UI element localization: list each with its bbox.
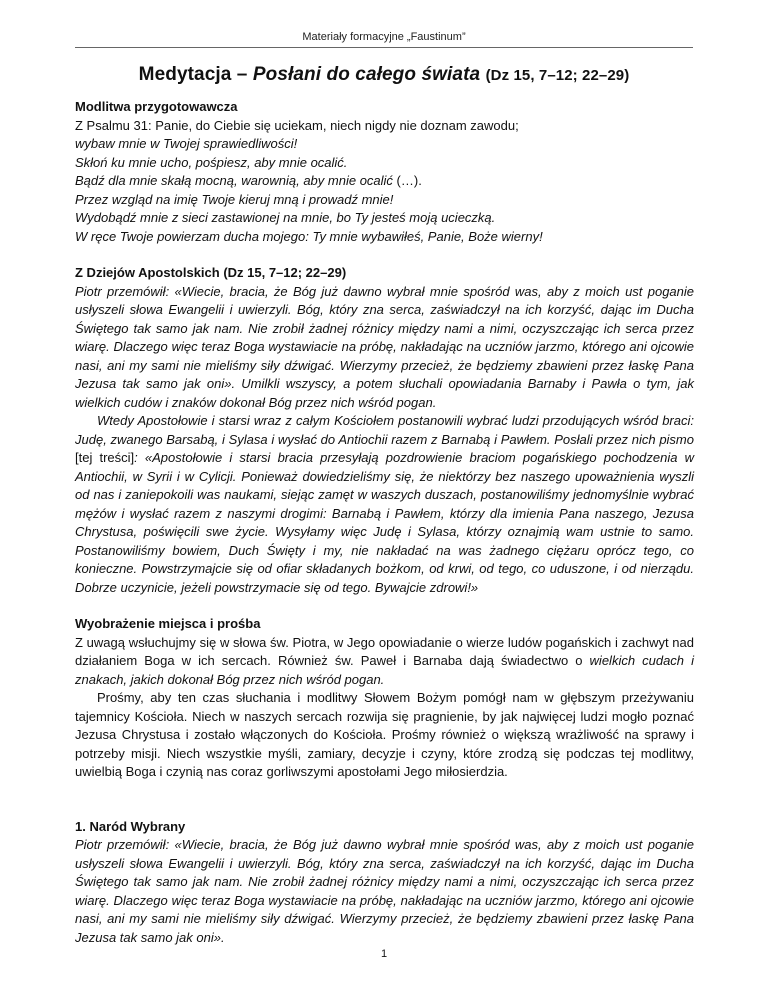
header-rule [75,47,693,48]
prayer-line: Przez wzgląd na imię Twoje kieruj mną i prowadź mnie! [75,191,394,207]
acts-section [75,264,694,597]
acts-heading: Z Dziejów Apostolskich (Dz 15, 7–12; 22–29) [75,265,347,280]
title-italic: Posłani do całego świata [252,64,481,85]
prayer-line: wybaw mnie w Twojej sprawiedliwości! [75,136,298,151]
imagination-section [75,615,694,782]
prayer-line: W ręce Twoje powierzam ducha mojego: Ty mnie wybawiłeś, Panie, Boże wierny! [75,228,543,244]
spacer [75,246,694,264]
running-header: Materiały formacyjne „Faustinum” [302,31,466,43]
imagination-paragraph: Prośmy, aby ten czas słuchania i modlitwy Słowem Bożym pomógł nam w głębszym przeżywaniu tajemnicy Kościoła. Niech w naszych sercach rozwija się pragnienie, by jak najwięcej ludzi mogło poznać Jezusa Chrystusa i zostało włączonych do Kościoła. Prośmy również o większą wrażliwość na sprawy i potrzeby misji. Niech wszystkie myśli, zamiary, decyzje i czyny, które zrodzą się podczas tej modlitwy, uwielbią Boga i czynią nas coraz gorliwszymi apostołami Jego miłosierdzia. [75,690,694,779]
section-1-paragraph: Piotr przemówił: «Wiecie, bracia, że Bóg już dawno wybrał mnie spośród was, aby z moich ust poganie usłyszeli słowa Ewangelii i uwierzyli. Bóg, który zna serca, zaświadczył na ich korzyść, dając im Ducha Świętego tak samo jak nam. Nie zrobił żadnej różnicy między nami a nimi, oczyszczając ich serca przez wiarę. Dlaczego więc teraz Boga wystawiacie na próbę, nakładając na uczniów jarzmo, którego ani ojcowie nasi, ani my sami nie mieliśmy siły dźwigać. Wierzymy przecież, że będziemy zbawieni przez łaskę Pana Jezusa tak samo jak oni». [75,837,694,945]
acts-text: Wtedy Apostołowie i starsi wraz z całym Kościołem postanowili wybrać ludzi przodujących wśród braci: Judę, zwanego Barsabą, i Sylasa i wysłać do Antiochii razem z Barnabą i Pawłem. Posłali przez nich pismo [75,413,694,447]
prayer-ellipsis: (…). [392,173,422,188]
title-reference: (Dz 15, 7–12; 22–29) [485,67,630,84]
prayer-intro: Z Psalmu 31: Panie, do Ciebie się uciekam, niech nigdy nie doznam zawodu; [75,117,519,133]
spacer [75,597,694,615]
spacer [75,782,694,818]
acts-bracket-note: [tej treści] [75,450,135,465]
title-prefix: Medytacja – [138,64,253,85]
prayer-line: Wydobądź mnie z sieci zastawionej na mnie, bo Ty jesteś moją ucieczką. [75,210,496,225]
main-content [75,98,694,947]
prayer-line [75,172,694,191]
page-number: 1 [380,948,388,960]
acts-text: : «Apostołowie i starsi bracia przesyłają pozdrowienie braciom pogańskiego pochodzenia w Antiochii, w Syrii i w Cylicji. Ponieważ dowiedzieliśmy się, że niektórzy bez naszego upoważnienia wyszli od nas i zaniepokoili was naukami, siejąc zamęt w waszych duszach, postanowiliśmy jednomyślnie wybrać mężów i wysłać razem z naszymi drogimi: Barnabą i Pawłem, którzy dla imienia Pana naszego, Jezusa Chrystusa, poświęcili swe życie. Wysyłamy więc Judę i Sylasa, którzy oznajmią wam ustnie to samo. Postanowiliśmy bowiem, Duch Święty i my, nie nakładać na was żadnego ciężaru oprócz tego, co konieczne. Powstrzymajcie się od ofiar składanych bożkom, od krwi, od tego, co uduszone, i od nierządu. Dobrze uczynicie, jeżeli powstrzymacie się od tego. Bywajcie zdrowi!» [75,450,695,595]
imagination-paragraph [75,634,694,690]
imagination-heading: Wyobrażenie miejsca i prośba [75,616,261,631]
prayer-section [75,98,694,246]
acts-paragraph: Piotr przemówił: «Wiecie, bracia, że Bóg już dawno wybrał mnie spośród was, aby z moich ust poganie usłyszeli słowa Ewangelii i uwierzyli. Bóg, który zna serca, zaświadczył na ich korzyść, dając im Ducha Świętego tak samo jak nam. Nie zrobił żadnej różnicy między nami a nimi, oczyszczając ich serca przez wiarę. Dlaczego więc teraz Boga wystawiacie na próbę, nakładając na uczniów jarzmo, którego ani ojcowie nasi, ani my sami nie mieliśmy siły dźwigać. Wierzymy przecież, że będziemy zbawieni przez łaskę Pana Jezusa tak samo jak oni». Umilkli wszyscy, a potem słuchali opowiadania Barnaby i Pawła o tym, jak wielkich cudów i znaków dokonał Bóg przez nich wśród pogan. [75,283,694,410]
prayer-line-text: Bądź dla mnie skałą mocną, warownią, aby mnie ocalić [75,173,393,188]
imagination-italic-text: wielkich cudach i znakach, jakich dokonał Bóg przez nich wśród pogan. [75,653,694,687]
section-1-heading: 1. Naród Wybrany [75,818,186,834]
section-1 [75,818,694,948]
prayer-line: Skłoń ku mnie ucho, pośpiesz, aby mnie ocalić. [75,154,348,170]
acts-paragraph [75,412,694,597]
prayer-heading: Modlitwa przygotowawcza [75,99,238,114]
page-title [75,64,693,86]
imagination-text: Z uwagą wsłuchujmy się w słowa św. Piotra, w Jego opowiadanie o wierze ludów pogańskich i zachwyt nad działaniem Boga w ich sercach. Również św. Paweł i Barnaba dają świadectwo o [75,634,694,668]
